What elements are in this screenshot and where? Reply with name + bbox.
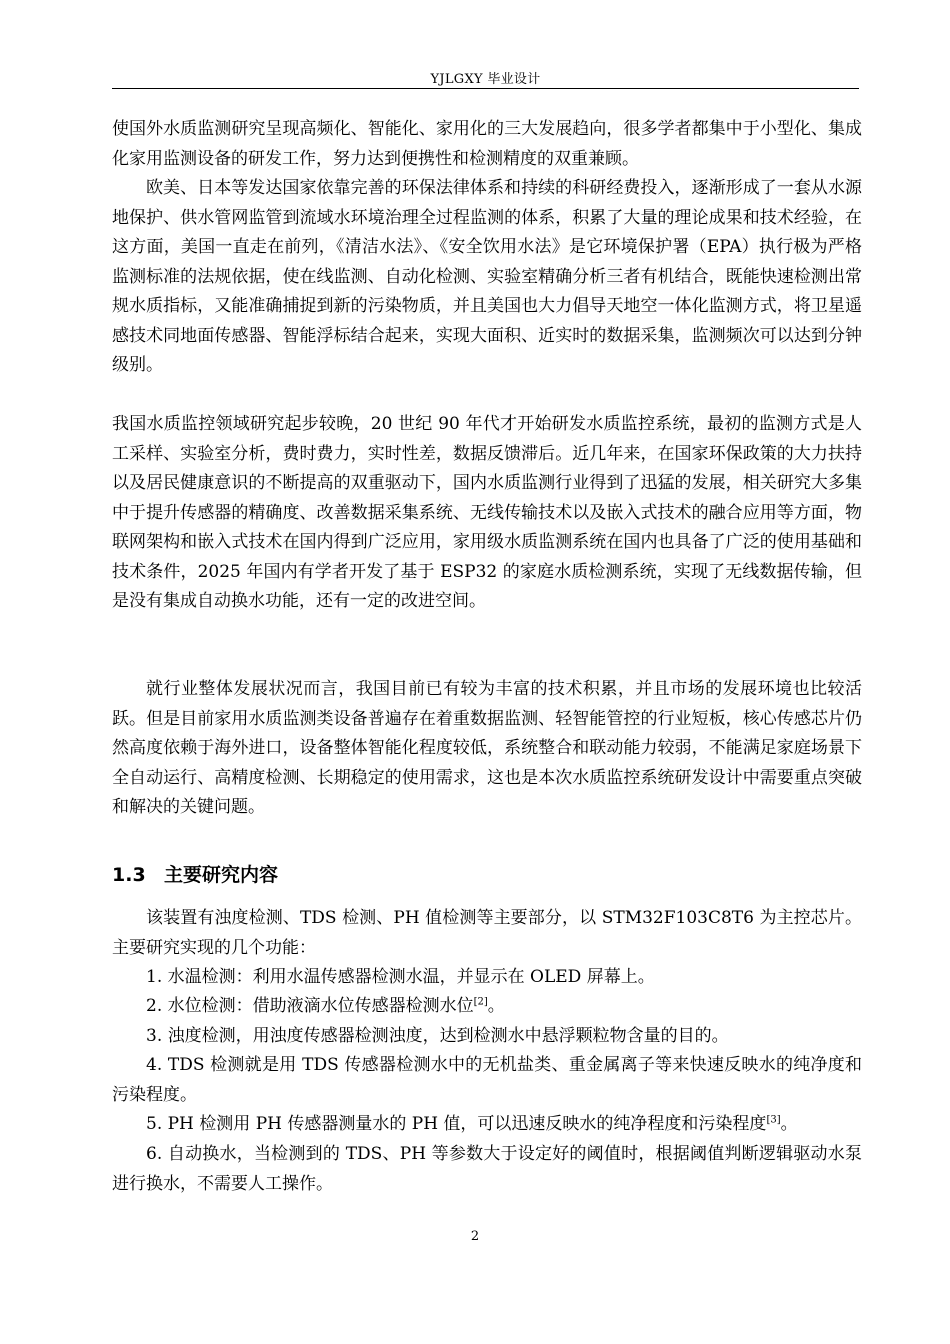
- citation-ref: [3]: [766, 1114, 781, 1126]
- page-number: 2: [470, 1229, 480, 1244]
- list-item-turbidity: 3. 浊度检测，用浊度传感器检测浊度，达到检测水中悬浮颗粒物含量的目的。: [146, 1026, 729, 1046]
- section-number: 1.3: [112, 864, 146, 886]
- paragraph-developed-countries: 欧美、日本等发达国家依靠完善的环保法律体系和持续的科研经费投入，逐渐形成了一套从水源地保护、供水管网监管到流域水环境治理全过程监测的体系，积累了大量的理论成果和技术经验，在这方面，美国一直走在前列，《清洁水法》、《安全饮用水法》是它环境保护署（EPA）执行极为严格监测标准的法规依据，使在线监测、自动化检测、实验室精确分析三者有机结合，既能快速检测出常规水质指标，又能准确捕捉到新的污染物质，并且美国也大力倡导天地空一体化监测方式，将卫星遥感技术同地面传感器、智能浮标结合起来，实现大面积、近实时的数据采集，监测频次可以达到分钟级别。: [112, 178, 862, 375]
- list-item-tds: 4. TDS 检测就是用 TDS 传感器检测水中的无机盐类、重金属离子等来快速反映水的纯净度和污染程度。: [112, 1055, 862, 1105]
- list-item-water-temperature: 1. 水温检测：利用水温传感器检测水温，并显示在 OLED 屏幕上。: [146, 967, 655, 987]
- list-item-water-level: 2. 水位检测：借助液滴水位传感器检测水位[2]。: [146, 996, 505, 1016]
- list-item-ph: 5. PH 检测用 PH 传感器测量水的 PH 值，可以迅速反映水的纯净程度和污染程度[3]。: [146, 1114, 798, 1134]
- list-item-auto-water-change: 6. 自动换水，当检测到的 TDS、PH 等参数大于设定好的阈值时，根据阈值判断逻辑驱动水泵进行换水，不需要人工操作。: [112, 1144, 862, 1194]
- paragraph-intro: 该装置有浊度检测、TDS 检测、PH 值检测等主要部分，以 STM32F103C8T6 为主控芯片。主要研究实现的几个功能：: [112, 908, 862, 958]
- section-heading: [112, 860, 278, 887]
- paragraph-overseas-trends: 使国外水质监测研究呈现高频化、智能化、家用化的三大发展趋向，很多学者都集中于小型化、集成化家用监测设备的研发工作，努力达到便携性和检测精度的双重兼顾。: [112, 119, 862, 169]
- paragraph-domestic-research: 我国水质监控领域研究起步较晚，20 世纪 90 年代才开始研发水质监控系统，最初的监测方式是人工采样、实验室分析，费时费力，实时性差，数据反馈滞后。近几年来，在国家环保政策的大力扶持以及居民健康意识的不断提高的双重驱动下，国内水质监测行业得到了迅猛的发展，相关研究大多集中于提升传感器的精确度、改善数据采集系统、无线传输技术以及嵌入式技术的融合应用等方面，物联网架构和嵌入式技术在国内得到广泛应用，家用级水质监测系统在国内也具备了广泛的使用基础和技术条件，2025 年国内有学者开发了基于 ESP32 的家庭水质检测系统，实现了无线数据传输，但是没有集成自动换水功能，还有一定的改进空间。: [112, 414, 862, 611]
- page-header: YJLGXY 毕业设计: [430, 72, 541, 87]
- section-title: 主要研究内容: [164, 864, 279, 886]
- paragraph-industry-status: 就行业整体发展状况而言，我国目前已有较为丰富的技术积累，并且市场的发展环境也比较活跃。但是目前家用水质监测类设备普遍存在着重数据监测、轻智能管控的行业短板，核心传感芯片仍然高度依赖于海外进口，设备整体智能化程度较低，系统整合和联动能力较弱，不能满足家庭场景下全自动运行、高精度检测、长期稳定的使用需求，这也是本次水质监控系统研发设计中需要重点突破和解决的关键问题。: [112, 679, 862, 817]
- citation-ref: [2]: [473, 996, 488, 1008]
- header-rule: [112, 88, 859, 89]
